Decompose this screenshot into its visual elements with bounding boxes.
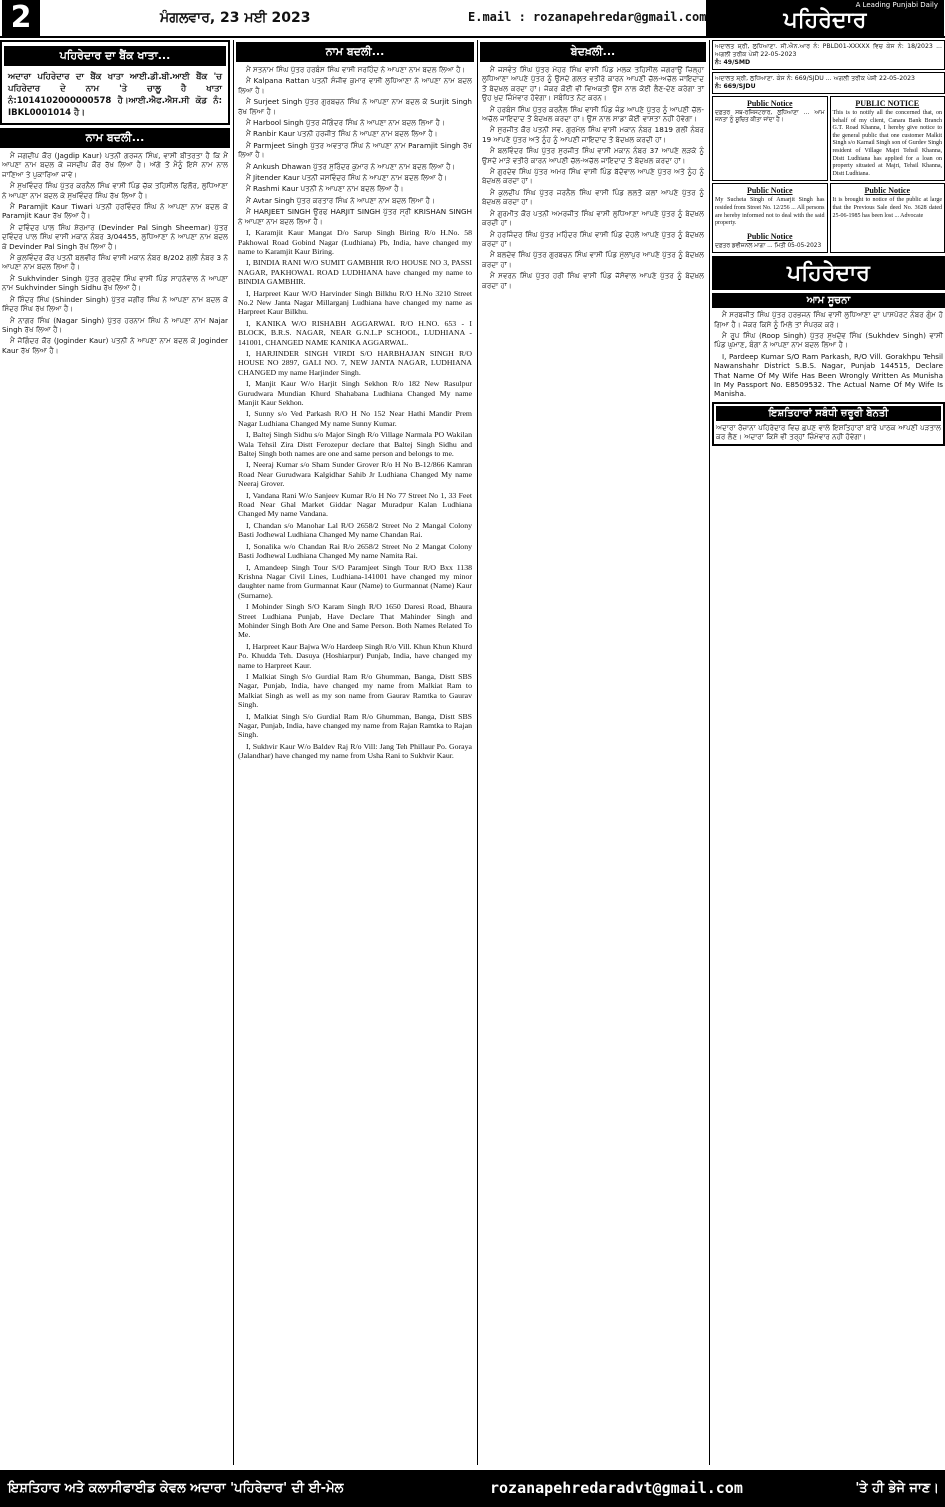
court-notice-2 [712,72,945,94]
public-notice-b-title: PUBLIC NOTICE [855,99,920,108]
column-1 [0,40,230,1465]
column-rule [709,40,710,1465]
public-notice-e-text: It is brought to notice of the public at large that the Previous Sale deed No. 3628 dated 25-06-1985 has been lost ... Advocate [832,197,942,219]
ad-request-box [712,402,945,446]
public-notice-a-text: ਦਫ਼ਤਰ ਸਬ-ਰਜਿਸਟਰਾਰ, ਲੁਧਿਆਣਾ ... ਆਮ ਜਨਤਾ ਨੂੰ ਸੂਚਿਤ ਕੀਤਾ ਜਾਂਦਾ ਹੈ। [715,110,825,124]
name-change-heading-2: ਨਾਮ ਬਦਲੀ... [236,42,474,62]
ad-request-text: ਅਦਾਰਾ ਰੋਜ਼ਾਨਾ ਪਹਿਰੇਦਾਰ ਵਿਚ ਛਪਣ ਵਾਲੇ ਇਸ਼ਤਿਹਾਰਾਂ ਬਾਰੇ ਪਾਠਕ ਆਪਣੀ ਪੜਤਾਲ ਕਰ ਲੈਣ। ਅਦਾਰਾ ਕਿਸੇ ਵੀ ਤਰ੍ਹਾਂ ਜ਼ਿੰਮੇਵਾਰ ਨਹੀਂ ਹੋਵੇਗਾ। [716,422,941,442]
footer-right-text: 'ਤੇ ਹੀ ਭੇਜੇ ਜਾਣ। [855,1481,939,1496]
notice-item: ਮੈਂ ਸਵਰਨ ਸਿੰਘ ਪੁੱਤਰ ਹਰੀ ਸਿੰਘ ਵਾਸੀ ਪਿੰਡ ਜੱਸੋਵਾਲ ਆਪਣੇ ਪੁੱਤਰ ਨੂੰ ਬੇਦਖ਼ਲ ਕਰਦਾ ਹਾਂ। [482,271,704,290]
notice-item: I, Sunny s/o Ved Parkash R/O H No 152 Near Hathi Mandir Prem Nagar Ludhiana Changed My name Sunny Kumar. [238,409,472,428]
disinheritance-list [480,65,706,290]
bank-account-text: ਅਦਾਰਾ ਪਹਿਰੇਦਾਰ ਦਾ ਬੈਂਕ ਖਾਤਾ ਆਈ.ਡੀ.ਬੀ.ਆਈ ਬੈਂਕ 'ਚ ਪਹਿਰੇਦਾਰ ਦੇ ਨਾਮ 'ਤੇ ਚਾਲੂ ਹੈ ਖਾਤਾ ਨੰ:1014102000000578 ਹੈ।ਆਈ.ਐਫ.ਐਸ.ਸੀ ਕੋਡ ਨੰ: IBKL0001014 ਹੈ। [8,72,222,118]
notice-item: ਮੈਂ ਜਗਦੀਪ ਕੌਰ (Jagdip Kaur) ਪਤਨੀ ਗਰਜਨ ਸਿੰਘ, ਵਾਸੀ ਬੀਤਰਤਾ ਹੈ ਕਿ ਮੈਂ ਆਪਣਾ ਨਾਮ ਬਦਲ ਕੇ ਜਸਦੀਪ ਕੌਰ ਰੱਖ ਲਿਆ ਹੈ। ਅੱਗੇ ਤੋਂ ਮੈਨੂੰ ਇਸੇ ਨਾਮ ਨਾਲ ਜਾਣਿਆ ਤੇ ਪੁਕਾਰਿਆ ਜਾਵੇ। [2,151,228,179]
court-notice-2-text: ਅਦਾਲਤ ਸ਼੍ਰੀ, ਲੁਧਿਆਣਾ. ਕੇਸ ਨੰ: 669/SJDU ... ਅਗਲੀ ਤਰੀਕ ਪੇਸ਼ੀ 22-05-2023 [715,75,915,82]
notice-item: ਮੈਂ ਜਸਵੰਤ ਸਿੰਘ ਪੁੱਤਰ ਮੇਹਰ ਸਿੰਘ ਵਾਸੀ ਪਿੰਡ ਮਲਕ ਤਹਿਸੀਲ ਜਗਰਾਉਂ ਜ਼ਿਲ੍ਹਾ ਲੁਧਿਆਣਾ ਆਪਣੇ ਪੁੱਤਰ ਨੂੰ ਉਸਦੇ ਗਲਤ ਵਤੀਰੇ ਕਾਰਨ ਆਪਣੀ ਚੱਲ-ਅਚੱਲ ਜਾਇਦਾਦ ਤੋਂ ਬੇਦਖ਼ਲ ਕਰਦਾ ਹਾਂ। ਜੇਕਰ ਕੋਈ ਵੀ ਵਿਅਕਤੀ ਉਸ ਨਾਲ ਕੋਈ ਲੈਣ-ਦੇਣ ਕਰੇਗਾ ਤਾਂ ਉਹ ਖੁਦ ਜ਼ਿੰਮੇਵਾਰ ਹੋਵੇਗਾ। ਸਬੰਧਿਤ ਨੋਟ ਕਰਨ। [482,65,704,103]
page-number: 2 [2,0,40,36]
notice-item: I, Sonalika w/o Chandan Rai R/o 2658/2 Street No 2 Mangat Colony Basti Jodhewal Ludhiana Changed My name Namita Rai. [238,541,472,561]
masthead-banner: ਪਹਿਰੇਦਾਰ [712,256,945,290]
notice-item: I Malkiat Singh S/o Gurdial Ram R/o Ghumman, Banga, Distt SBS Nagar, Punjab, India, have changed my name from Malkiat Ram to Malkiat Singh as well as my son name from Gaurav Ramtka to Gaurav Singh. [238,671,472,710]
public-notice-d-text: ਦਫ਼ਤਰ ਡਵੀਜ਼ਨਲ ਮਾਗਾ ... ਮਿਤੀ 05-05-2023 [715,242,822,249]
notice-item: ਮੈਂ ਸਤਨਾਮ ਸਿੰਘ ਪੁੱਤਰ ਹਰਬੰਸ ਸਿੰਘ ਵਾਸੀ ਸਰਹਿੰਦ ਨੇ ਆਪਣਾ ਨਾਮ ਬਦਲ ਲਿਆ ਹੈ। [246,65,466,74]
public-notice-e-title: Public Notice [864,186,911,196]
public-notice-d-title: Public Notice [746,231,793,241]
public-notice-c-title: Public Notice [746,186,793,196]
notice-item: ਮੈਂ Jitender Kaur ਪਤਨੀ ਜਸਵਿੰਦਰ ਸਿੰਘ ਨੇ ਆਪਣਾ ਨਾਮ ਬਦਲ ਲਿਆ ਹੈ। [246,173,448,183]
masthead-tagline: A Leading Punjabi Daily [855,1,938,9]
notice-item: ਮੈਂ ਸੁਖਵਿੰਦਰ ਸਿੰਘ ਪੁੱਤਰ ਕਰਨੈਲ ਸਿੰਘ ਵਾਸੀ ਪਿੰਡ ਚੱਕ ਤਹਿਸੀਲ ਫਿਲੌਰ, ਲੁਧਿਆਣਾ ਨੇ ਆਪਣਾ ਨਾਮ ਬਦਲ ਕੇ ਸੁਖਵਿੰਦਰ ਸਿੰਘ ਰੱਖ ਲਿਆ ਹੈ। [2,181,228,200]
notice-item: I, Karamjit Kaur Mangat D/o Sarup Singh Biring R/o H.No. 58 Pakhowal Road Gobind Nagar (Ludhiana) Pb, India, have changed my name to Karamjit Kaur Biring. [238,228,472,256]
column-3 [480,40,706,1465]
notice-item: I, Chandan s/o Manohar Lal R/O 2658/2 Street No 2 Mangal Colony Basti Jodhewal Ludhiana Changed My name Chandan Rai. [238,520,472,540]
name-change-heading: ਨਾਮ ਬਦਲੀ... [0,128,230,148]
notice-item: ਮੈਂ HARJEET SINGH ਉਰਫ HARJIT SINGH ਪੁੱਤਰ ਸ੍ਰੀ KRISHAN SINGH ਨੇ ਆਪਣਾ ਨਾਮ ਬਦਲ ਲਿਆ ਹੈ। [238,207,472,226]
notice-item: I, Harpreet Kaur W/O Harvinder Singh Bilkhu R/O H.No 3210 Street No.2 New Janta Nagar Millarganj Ludhiana have changed my name as Harpreet Kaur Bilkhu. [238,288,472,317]
public-notice-a-title: Public Notice [746,99,793,108]
public-notice-b-text: This is to notify all the concerned that, on behalf of my client, Canara Bank Branch G.T. Road Khanna, I hereby give notice to the general public that one customer Malkit Singh s/o Karnail Singh son of Gurdev Singh resident of Village Majri Tehsil Khanna, Distt Ludhiana has applied for a loan on property situated at Majri, Tehsil Khanna, Distt Ludhiana. [832,110,942,177]
notice-item: I, Manjit Kaur W/o Harjit Singh Sekhon R/o 182 New Rasulpur Gurudwara Mundian Khurd Shahabana Ludhiana Changed My name Manjit Kaur Sekhon. [238,379,472,407]
notice-item: ਮੈਂ ਸਰਬਜੀਤ ਸਿੰਘ ਪੁੱਤਰ ਹਰਭਜਨ ਸਿੰਘ ਵਾਸੀ ਲੁਧਿਆਣਾ ਦਾ ਪਾਸਪੋਰਟ ਨੰਬਰ ਗੁੰਮ ਹੋ ਗਿਆ ਹੈ। ਜੇਕਰ ਕਿਸੇ ਨੂੰ ਮਿਲੇ ਤਾਂ ਸੰਪਰਕ ਕਰੇ। [714,310,943,329]
notice-item: I Mohinder Singh S/O Karam Singh R/O 1650 Daresi Road, Bhaura Street Ludhiana Punjab, Have Declare That Mahinder Singh and Mohinder Singh Both Are One and Same Person. Both Names Related To Me. [238,602,472,640]
disinheritance-heading: ਬੇਦਖ਼ਲੀ... [480,42,706,62]
notice-item: I, Neeraj Kumar s/o Sham Sunder Grover R/o H No B-12/866 Kamran Road Near Gurudwara Kalgidhar Sahib Jr Ludhiana Changed My name Neeraj Grover. [238,460,472,489]
header-email[interactable]: E.mail : rozanapehredar@gmail.com [468,10,707,24]
column-rule [233,40,234,1465]
notice-item: ਮੈਂ Sukhvinder Singh ਪੁੱਤਰ ਗੁਰਦੇਵ ਸਿੰਘ ਵਾਸੀ ਪਿੰਡ ਸਾਹਨੇਵਾਲ ਨੇ ਆਪਣਾ ਨਾਮ Sukhvinder Singh Sidhu ਰੱਖ ਲਿਆ ਹੈ। [2,273,228,293]
notice-item: I, Vandana Rani W/o Sanjeev Kumar R/o H No 77 Street No 1, 33 Feet Road Near Ghal Market Giddar Nagar Muradpur Kalan Ludhiana Changed My name Vandana. [238,490,472,519]
notice-item: I, KANIKA W/O RISHABH AGGARWAL R/O H.NO. 653 - I BLOCK, B.R.S. NAGAR, NEAR G.N.L.P SCHOOL, LUDHIANA - 141001, CHANGED NAME KANIKA AGGARWAL. [238,318,472,347]
name-change-list [0,151,230,355]
issue-date: ਮੰਗਲਵਾਰ, 23 ਮਈ 2023 [160,10,311,26]
general-notice-list [712,310,945,399]
notice-item: I, Amandeep Singh Tour S/O Paramjeet Singh Tour R/O Bxx 1138 Krishna Nagar Civil Lines, Ludhiana-141001 have changed my minor daughter name from Gurmannat Kaur (Name) to Gurmannat (Name) Kaur (Surname). [238,562,472,600]
notice-item: ਮੈਂ ਬਲਵਿੰਦਰ ਸਿੰਘ ਪੁੱਤਰ ਸੁਰਜੀਤ ਸਿੰਘ ਵਾਸੀ ਮਕਾਨ ਨੰਬਰ 37 ਆਪਣੇ ਲੜਕੇ ਨੂੰ ਉਸਦੇ ਮਾੜੇ ਵਤੀਰੇ ਕਾਰਨ ਆਪਣੀ ਚੱਲ-ਅਚੱਲ ਜਾਇਦਾਦ ਤੋਂ ਬੇਦਖ਼ਲ ਕਰਦਾ ਹਾਂ। [482,146,704,165]
notice-item: ਮੈਂ ਹਰਬੰਸ ਸਿੰਘ ਪੁੱਤਰ ਕਰਨੈਲ ਸਿੰਘ ਵਾਸੀ ਪਿੰਡ ਜੰਡ ਆਪਣੇ ਪੁੱਤਰ ਨੂੰ ਆਪਣੀ ਚੱਲ-ਅਚੱਲ ਜਾਇਦਾਦ ਤੋਂ ਬੇਦਖ਼ਲ ਕਰਦਾ ਹਾਂ। ਉਸ ਨਾਲ ਸਾਡਾ ਕੋਈ ਵਾਸਤਾ ਨਹੀਂ ਹੋਵੇਗਾ। [482,104,704,124]
page-header [0,0,945,38]
notice-item: ਮੈਂ Paramjit Kaur Tiwari ਪਤਨੀ ਹਰਵਿੰਦਰ ਸਿੰਘ ਨੇ ਆਪਣਾ ਨਾਮ ਬਦਲ ਕੇ Paramjit Kaur ਰੱਖ ਲਿਆ ਹੈ। [2,202,228,221]
public-notice-e [830,183,945,253]
public-notices-row-1 [712,96,945,181]
masthead-title: ਪਹਿਰੇਦਾਰ [783,7,867,33]
english-notice-list [236,228,474,761]
notice-item: ਮੈਂ Ranbir Kaur ਪਤਨੀ ਹਰਜੀਤ ਸਿੰਘ ਨੇ ਆਪਣਾ ਨਾਮ ਬਦਲ ਲਿਆ ਹੈ। [246,129,438,139]
ad-request-title: ਇਸ਼ਤਿਹਾਰਾਂ ਸਬੰਧੀ ਜ਼ਰੂਰੀ ਬੇਨਤੀ [716,406,941,421]
notice-item: ਮੈਂ ਗੁਰਮੀਤ ਕੌਰ ਪਤਨੀ ਅਮਰਜੀਤ ਸਿੰਘ ਵਾਸੀ ਲੁਧਿਆਣਾ ਆਪਣੇ ਪੁੱਤਰ ਨੂੰ ਬੇਦਖ਼ਲ ਕਰਦੀ ਹਾਂ। [482,208,704,228]
notice-item: I, Harpreet Kaur Bajwa W/o Hardeep Singh R/o Vill. Khun Khun Khurd Po. Khudda Teh. Dasuya (Hoshiarpur) Punjab, India, have changed my name to Harpreet Kaur. [238,641,472,670]
notice-item: ਮੈਂ ਸ਼ਿੰਦਰ ਸਿੰਘ (Shinder Singh) ਪੁੱਤਰ ਜਗੀਰ ਸਿੰਘ ਨੇ ਆਪਣਾ ਨਾਮ ਬਦਲ ਕੇ ਸਿੰਦਰ ਸਿੰਘ ਰੱਖ ਲਿਆ ਹੈ। [2,294,228,314]
notice-item: I, BINDIA RANI W/O SUMIT GAMBHIR R/O HOUSE NO 3, PASSI NAGAR, PAKHOWAL ROAD LUDHIANA have changed my name to BINDIA GAMBHIR. [238,258,472,287]
name-change-list-2 [236,65,474,226]
column-4 [712,40,945,1465]
notice-item: I, HARJINDER SINGH VIRDI S/O HARBHAJAN SINGH R/O HOUSE NO 2897, GALI NO. 7, NEW JANTA NAGAR, LUDHIANA CHANGED my name Harjinder Singh. [238,348,472,377]
court-notice-1 [712,40,945,70]
notice-item: ਮੈਂ ਹਰਜਿੰਦਰ ਸਿੰਘ ਪੁੱਤਰ ਮਹਿੰਦਰ ਸਿੰਘ ਵਾਸੀ ਪਿੰਡ ਦੇਹਲੋਂ ਆਪਣੇ ਪੁੱਤਰ ਨੂੰ ਬੇਦਖ਼ਲ ਕਰਦਾ ਹਾਂ। [482,229,704,248]
footer-email[interactable]: rozanapehredaradvt@gmail.com [490,1479,743,1497]
court-notice-2-no: ਨੰ: 669/SJDU [715,83,756,90]
public-notice-b [830,96,945,181]
masthead-logo [706,0,944,36]
notice-item: ਮੈਂ Ankush Dhawan ਪੁੱਤਰ ਸੁਰਿੰਦਰ ਕੁਮਾਰ ਨੇ ਆਪਣਾ ਨਾਮ ਬਦਲ ਲਿਆ ਹੈ। [246,161,456,171]
notice-item: ਮੈਂ Rashmi Kaur ਪਤਨੀ ਨੇ ਆਪਣਾ ਨਾਮ ਬਦਲ ਲਿਆ ਹੈ। [246,184,404,194]
notice-item: ਮੈਂ Avtar Singh ਪੁੱਤਰ ਕਰਤਾਰ ਸਿੰਘ ਨੇ ਆਪਣਾ ਨਾਮ ਬਦਲ ਲਿਆ ਹੈ। [246,195,435,205]
notice-item: ਮੈਂ Surjeet Singh ਪੁੱਤਰ ਗੁਰਬਚਨ ਸਿੰਘ ਨੇ ਆਪਣਾ ਨਾਮ ਬਦਲ ਕੇ Surjit Singh ਰੱਖ ਲਿਆ ਹੈ। [238,97,472,116]
notice-item: I, Sukhvir Kaur W/o Baldev Raj R/o Vill: Jang Teh Phillaur Po. Goraya (Jalandhar) have changed my name from Usha Rani to Sukhvir Kaur. [238,741,472,761]
footer-left-text: ਇਸ਼ਤਿਹਾਰ ਅਤੇ ਕਲਾਸੀਫਾਈਡ ਕੇਵਲ ਅਦਾਰਾ 'ਪਹਿਰੇਦਾਰ' ਦੀ ਈ-ਮੇਲ [8,1481,344,1496]
notice-item: ਮੈਂ ਨਾਗਰ ਸਿੰਘ (Nagar Singh) ਪੁੱਤਰ ਹਰਨਾਮ ਸਿੰਘ ਨੇ ਆਪਣਾ ਨਾਮ Najar Singh ਰੱਖ ਲਿਆ ਹੈ। [2,315,228,334]
page-footer [0,1470,945,1507]
column-2 [236,40,474,1465]
notice-item: ਮੈਂ ਕੁਲਦੀਪ ਸਿੰਘ ਪੁੱਤਰ ਜਰਨੈਲ ਸਿੰਘ ਵਾਸੀ ਪਿੰਡ ਲਲਤੋਂ ਕਲਾਂ ਆਪਣੇ ਪੁੱਤਰ ਨੂੰ ਬੇਦਖ਼ਲ ਕਰਦਾ ਹਾਂ। [482,187,704,207]
notice-item: ਮੈਂ ਰੂਪ ਸਿੰਘ (Roop Singh) ਪੁੱਤਰ ਸੁਖਦੇਵ ਸਿੰਘ (Sukhdev Singh) ਵਾਸੀ ਪਿੰਡ ਘੁਮਾਣ, ਬੰਗਾ ਨੇ ਆਪਣਾ ਨਾਮ ਬਦਲ ਲਿਆ ਹੈ। [714,330,943,350]
notice-item: ਮੈਂ ਗੁਰਦੇਵ ਸਿੰਘ ਪੁੱਤਰ ਅਮਰ ਸਿੰਘ ਵਾਸੀ ਪਿੰਡ ਬੱਦੋਵਾਲ ਆਪਣੇ ਪੁੱਤਰ ਅਤੇ ਨੂੰਹ ਨੂੰ ਬੇਦਖ਼ਲ ਕਰਦਾ ਹਾਂ। [482,167,704,186]
column-rule [477,40,478,1465]
court-notice-1-text: ਅਦਾਲਤ ਸ਼੍ਰੀ, ਲੁਧਿਆਣਾ. ਸੀ.ਐਨ.ਆਰ ਨੰ: PBLD01-XXXXX ਵਿਚ ਕੇਸ ਨੰ: 18/2023 ... ਅਗਲੀ ਤਰੀਕ ਪੇਸ਼ੀ 22-05-2023 [715,43,942,58]
public-notice-a [712,96,828,181]
bank-account-title: ਪਹਿਰੇਦਾਰ ਦਾ ਬੈਂਕ ਖਾਤਾ... [4,46,226,66]
notice-item: ਮੈਂ ਦਵਿੰਦਰ ਪਾਲ ਸਿੰਘ ਸ਼ੇਰਮਾਰ (Devinder Pal Singh Sheemar) ਪੁੱਤਰ ਦਵਿੰਦਰ ਪਾਲ ਸਿੰਘ ਵਾਸੀ ਮਕਾਨ ਨੰਬਰ 3/04455, ਲੁਧਿਆਣਾ ਨੇ ਆਪਣਾ ਨਾਮ ਬਦਲ ਕੇ Devinder Pal Singh ਰੱਖ ਲਿਆ ਹੈ। [2,222,228,251]
notice-item: I, Malkiat Singh S/o Gurdial Ram R/o Ghumman, Banga, Distt SBS Nagar, Punjab, India, have changed my name from Rajan Ramtka to Rajan Singh. [238,711,472,740]
public-notice-c-text: My Sucheta Singh of Amarjit Singh has resided from Street No. 12/256 ... All persons are hereby informed not to deal with the said property. [715,197,825,227]
notice-item: ਮੈਂ ਜੋਗਿੰਦਰ ਕੌਰ (Joginder Kaur) ਪਤਨੀ ਨੇ ਆਪਣਾ ਨਾਮ ਬਦਲ ਕੇ Joginder Kaur ਰੱਖ ਲਿਆ ਹੈ। [2,336,228,355]
notice-item: I, Baltej Singh Sidhu s/o Major Singh R/o Village Narmala PO Wakilan Wala Tehsil Zira Distt Ferozepur declare that Baltej Singh Sidhu and Baltej Singh both names are one and same person and belongs to me. [238,430,472,459]
notice-item: ਮੈਂ Kalpana Rattan ਪਤਨੀ ਸੰਜੀਵ ਕੁਮਾਰ ਵਾਸੀ ਲੁਧਿਆਣਾ ਨੇ ਆਪਣਾ ਨਾਮ ਬਦਲ ਲਿਆ ਹੈ। [238,76,472,95]
notice-item: ਮੈਂ Harbool Singh ਪੁੱਤਰ ਜੋਗਿੰਦਰ ਸਿੰਘ ਨੇ ਆਪਣਾ ਨਾਮ ਬਦਲ ਲਿਆ ਹੈ। [246,118,445,128]
notice-item: ਮੈਂ ਬਲਦੇਵ ਸਿੰਘ ਪੁੱਤਰ ਗੁਰਬਚਨ ਸਿੰਘ ਵਾਸੀ ਪਿੰਡ ਮੁੱਲਾਂਪੁਰ ਆਪਣੇ ਪੁੱਤਰ ਨੂੰ ਬੇਦਖ਼ਲ ਕਰਦਾ ਹਾਂ। [482,250,704,269]
notice-item: I, Pardeep Kumar S/O Ram Parkash, R/O Vill. Gorakhpu Tehsil Nawanshahr District S.B.S. Nagar, Punjab 144515, Declare That Name Of My Wife Has Been Wrongly Written As Munisha In My Passport No. E8509532. The Actual Name Of My Wife Is Manisha. [714,351,943,399]
notice-item: ਮੈਂ ਸੁਰਜੀਤ ਕੌਰ ਪਤਨੀ ਸਵ. ਗੁਰਮੇਲ ਸਿੰਘ ਵਾਸੀ ਮਕਾਨ ਨੰਬਰ 1819 ਗਲੀ ਨੰਬਰ 19 ਆਪਣੇ ਪੁੱਤਰ ਅਤੇ ਨੂੰਹ ਨੂੰ ਆਪਣੀ ਜਾਇਦਾਦ ਤੋਂ ਬੇਦਖ਼ਲ ਕਰਦੀ ਹਾਂ। [482,125,704,144]
public-notices-row-2 [712,183,945,253]
notice-item: ਮੈਂ Parmjeet Singh ਪੁੱਤਰ ਅਵਤਾਰ ਸਿੰਘ ਨੇ ਆਪਣਾ ਨਾਮ Paramjit Singh ਰੱਖ ਲਿਆ ਹੈ। [238,140,472,160]
court-notice-1-no: ਨੰ: 49/SMD [715,59,751,66]
bank-account-box [0,40,230,125]
public-notice-c [712,183,828,253]
general-notice-heading: ਆਮ ਸੂਚਨਾ [712,293,945,308]
notice-item: ਮੈਂ ਕੁਲਵਿੰਦਰ ਕੌਰ ਪਤਨੀ ਬਲਵੀਰ ਸਿੰਘ ਵਾਸੀ ਮਕਾਨ ਨੰਬਰ 8/202 ਗਲੀ ਨੰਬਰ 3 ਨੇ ਆਪਣਾ ਨਾਮ ਬਦਲ ਲਿਆ ਹੈ। [2,253,228,272]
